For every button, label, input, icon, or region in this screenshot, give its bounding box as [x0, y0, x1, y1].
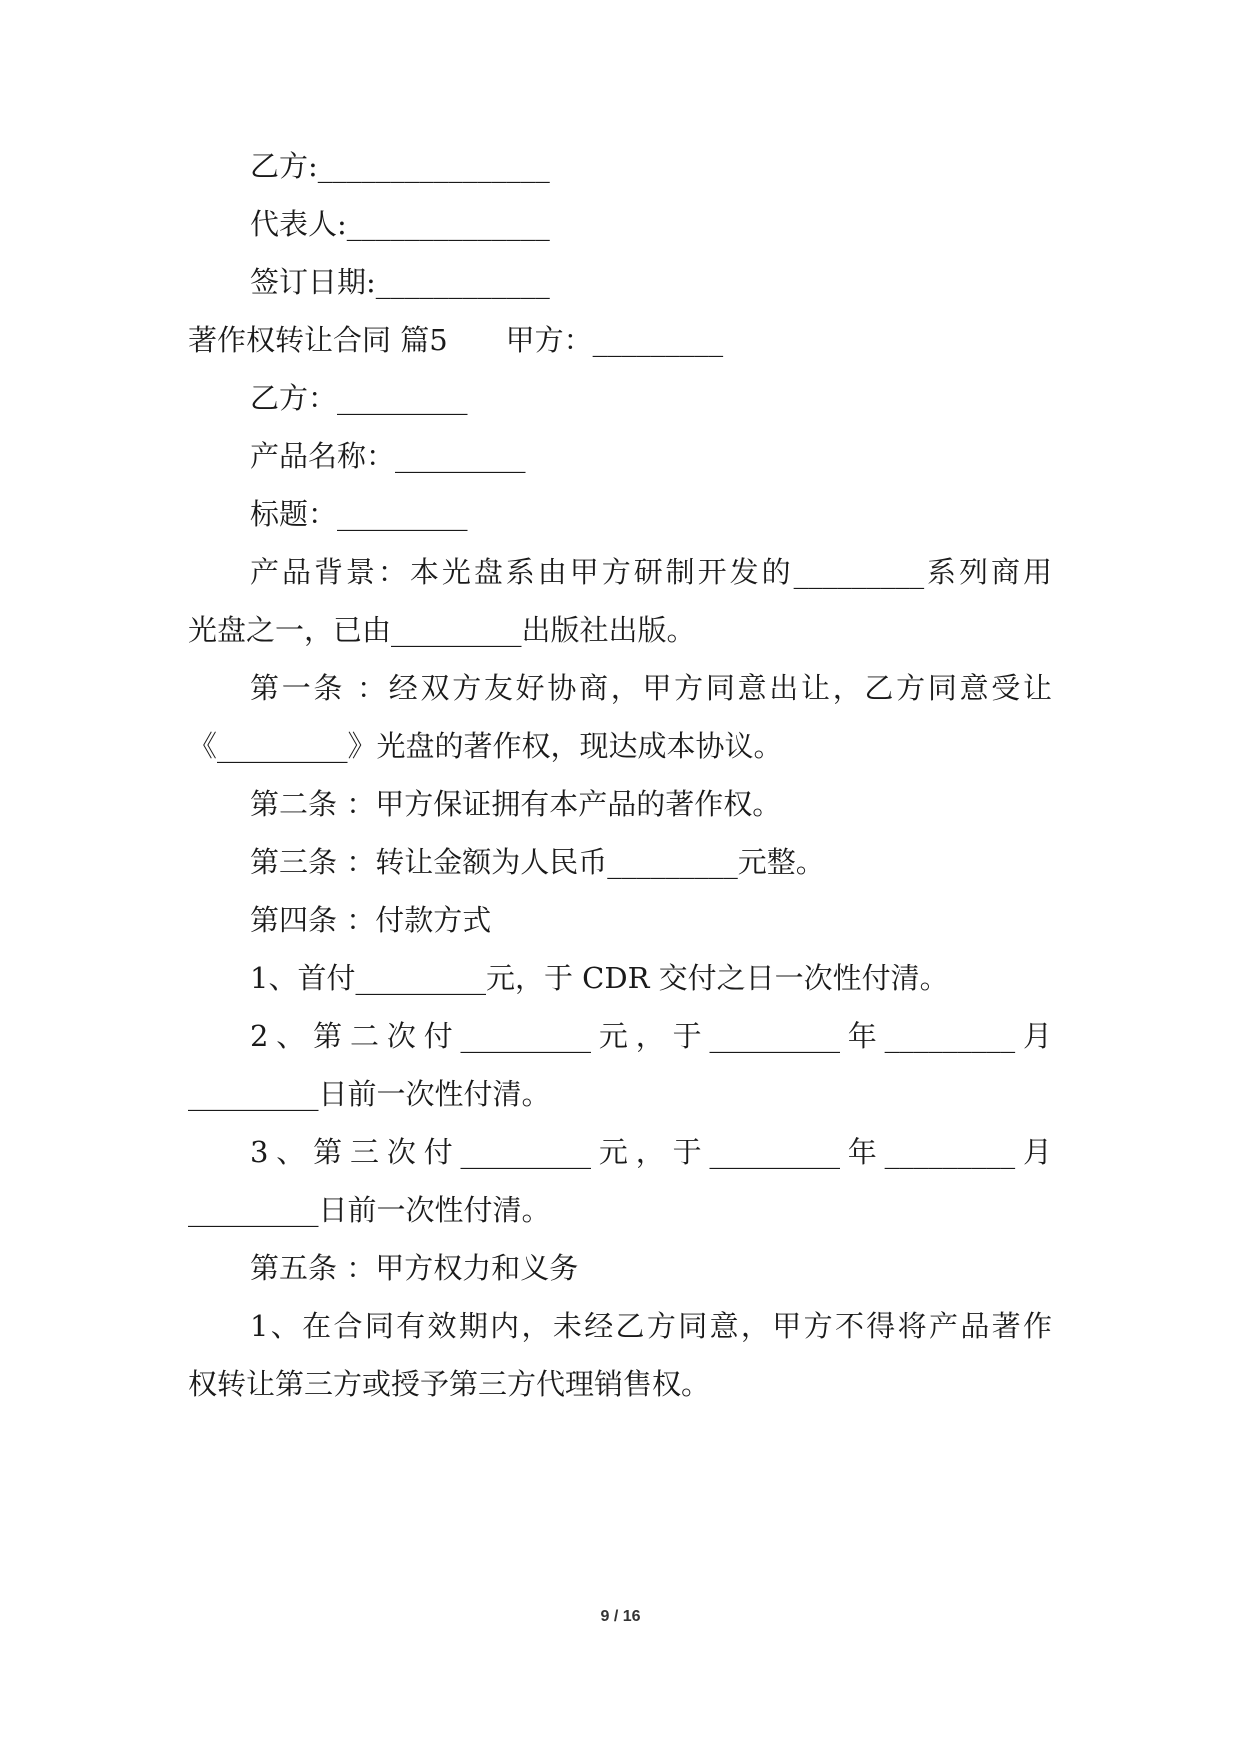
- article-5-item-1-line: 1、在合同有效期内，未经乙方同意，甲方不得将产品著作: [250, 1309, 1052, 1343]
- payment-2-continued: _________日前一次性付清。: [188, 1077, 551, 1111]
- article-5-item-1-continued: 权转让第三方或授予第三方代理销售权。: [188, 1367, 711, 1401]
- representative-line: 代表人:______________: [250, 207, 550, 241]
- payment-2-line: 2、第二次付_________元，于_________年_________月: [250, 1019, 1052, 1053]
- article-2-line: 第二条 ：甲方保证拥有本产品的著作权。: [250, 787, 782, 821]
- article-4-line: 第四条 ：付款方式: [250, 903, 492, 937]
- article-1-line: 第一条 ：经双方友好协商，甲方同意出让，乙方同意受让: [250, 671, 1052, 705]
- payment-1-line: 1、首付_________元，于 CDR 交付之日一次性付清。: [250, 961, 949, 995]
- payment-3-line: 3、第三次付_________元，于_________年_________月: [250, 1135, 1052, 1169]
- article-1-continued: 《_________》光盘的著作权，现达成本协议。: [188, 729, 783, 763]
- article-3-line: 第三条 ：转让金额为人民币_________元整。: [250, 845, 825, 879]
- product-background-continued: 光盘之一，已由_________出版社出版。: [188, 613, 696, 647]
- signing-date-line: 签订日期:____________: [250, 265, 550, 299]
- article-5-line: 第五条 ：甲方权力和义务: [250, 1251, 579, 1285]
- product-name-line: 产品名称：_________: [250, 439, 526, 473]
- page-number: 9 / 16: [600, 1608, 641, 1625]
- payment-3-continued: _________日前一次性付清。: [188, 1193, 551, 1227]
- section-title-line: 著作权转让合同 篇5 甲方：_________: [188, 323, 724, 357]
- product-background-line: 产品背景：本光盘系由甲方研制开发的_________系列商用: [250, 555, 1052, 589]
- title-line: 标题：_________: [250, 497, 468, 531]
- party-b-line: 乙方：_________: [250, 381, 468, 415]
- party-b-signature-line: 乙方:________________: [250, 149, 550, 183]
